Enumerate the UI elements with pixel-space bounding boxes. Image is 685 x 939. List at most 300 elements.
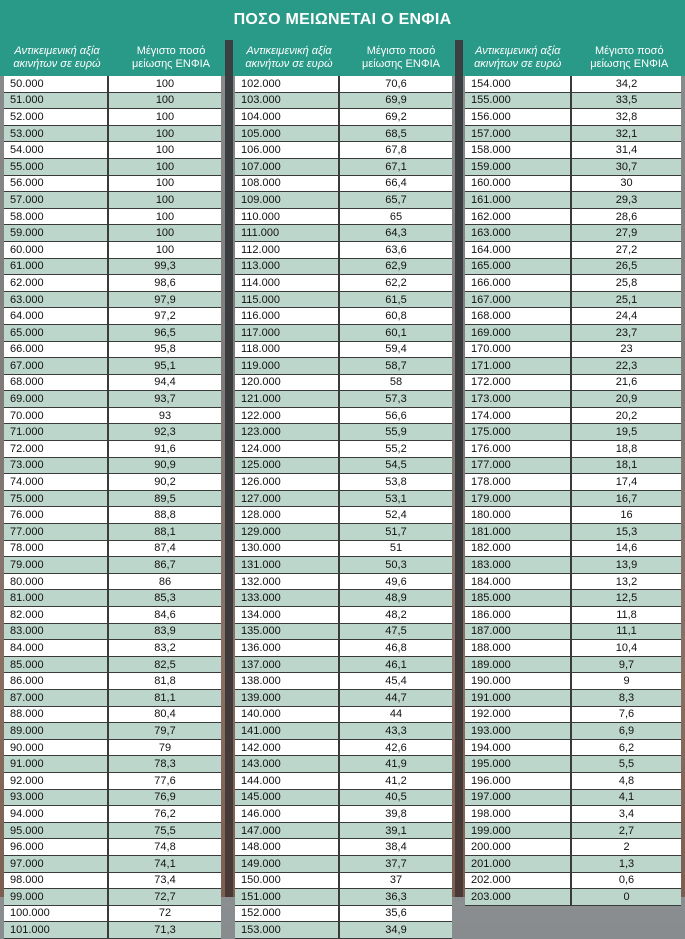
property-value-cell: 75.000 (4, 490, 108, 507)
property-value-cell: 59.000 (4, 225, 108, 242)
max-reduction-cell: 50,3 (339, 557, 452, 574)
property-value-cell: 138.000 (235, 673, 339, 690)
property-value-cell: 81.000 (4, 590, 108, 607)
property-value-cell: 142.000 (235, 739, 339, 756)
property-value-cell: 104.000 (235, 109, 339, 126)
table-row (235, 308, 452, 325)
header-value-label: Αντικειμενική αξία ακινήτων σε ευρώ (0, 40, 114, 76)
max-reduction-cell: 100 (108, 142, 221, 159)
property-value-cell: 116.000 (235, 308, 339, 325)
table-row (4, 374, 221, 391)
max-reduction-cell: 5,5 (571, 756, 681, 773)
max-reduction-cell: 65,7 (339, 192, 452, 209)
max-reduction-cell: 76,9 (108, 789, 221, 806)
table-row (235, 623, 452, 640)
property-value-cell: 157.000 (465, 125, 571, 142)
property-value-cell: 114.000 (235, 275, 339, 292)
property-value-cell: 182.000 (465, 540, 571, 557)
property-value-cell: 64.000 (4, 308, 108, 325)
property-value-cell: 113.000 (235, 258, 339, 275)
table-row (465, 723, 681, 740)
table-row (235, 739, 452, 756)
max-reduction-cell: 48,2 (339, 607, 452, 624)
max-reduction-cell: 62,9 (339, 258, 452, 275)
max-reduction-cell: 4,1 (571, 789, 681, 806)
column-header-2 (233, 40, 457, 76)
max-reduction-cell: 67,1 (339, 158, 452, 175)
max-reduction-cell: 59,4 (339, 341, 452, 358)
max-reduction-cell: 23 (571, 341, 681, 358)
table-row (4, 706, 221, 723)
property-value-cell: 126.000 (235, 474, 339, 491)
property-value-cell: 139.000 (235, 689, 339, 706)
max-reduction-cell: 100 (108, 192, 221, 209)
max-reduction-cell: 18,1 (571, 457, 681, 474)
property-value-cell: 168.000 (465, 308, 571, 325)
table-row (235, 208, 452, 225)
property-value-cell: 200.000 (465, 839, 571, 856)
property-value-cell: 172.000 (465, 374, 571, 391)
max-reduction-cell: 0,6 (571, 872, 681, 889)
max-reduction-cell: 9,7 (571, 656, 681, 673)
table-row (235, 905, 452, 922)
table-row (235, 92, 452, 109)
max-reduction-cell: 34,2 (571, 76, 681, 92)
max-reduction-cell: 28,6 (571, 208, 681, 225)
table-row (235, 241, 452, 258)
table-row (465, 789, 681, 806)
table-row (465, 872, 681, 889)
property-value-cell: 110.000 (235, 208, 339, 225)
property-value-cell: 115.000 (235, 291, 339, 308)
table-row (4, 125, 221, 142)
table-row (465, 507, 681, 524)
max-reduction-cell: 48,9 (339, 590, 452, 607)
max-reduction-cell: 27,2 (571, 241, 681, 258)
max-reduction-cell: 99,3 (108, 258, 221, 275)
max-reduction-cell: 93,7 (108, 391, 221, 408)
max-reduction-cell: 11,8 (571, 607, 681, 624)
property-value-cell: 134.000 (235, 607, 339, 624)
property-value-cell: 155.000 (465, 92, 571, 109)
table-row (4, 656, 221, 673)
max-reduction-cell: 88,8 (108, 507, 221, 524)
property-value-cell: 147.000 (235, 822, 339, 839)
table-row (465, 772, 681, 789)
table-row (4, 673, 221, 690)
max-reduction-cell: 55,2 (339, 441, 452, 458)
table-row (465, 623, 681, 640)
table-row (4, 441, 221, 458)
max-reduction-cell: 0 (571, 889, 681, 906)
table-row (235, 590, 452, 607)
table-row (465, 839, 681, 856)
table-row (4, 208, 221, 225)
property-value-cell: 201.000 (465, 855, 571, 872)
max-reduction-cell: 36,3 (339, 889, 452, 906)
table-row (4, 806, 221, 823)
property-value-cell: 84.000 (4, 640, 108, 657)
max-reduction-cell: 51,7 (339, 524, 452, 541)
property-value-cell: 96.000 (4, 839, 108, 856)
table-row (465, 607, 681, 624)
max-reduction-cell: 60,1 (339, 324, 452, 341)
property-value-cell: 73.000 (4, 457, 108, 474)
table-row (4, 175, 221, 192)
table-row (235, 374, 452, 391)
header-max-label: Μέγιστο ποσό μείωσης ΕΝΦΙΑ (574, 40, 685, 76)
table-row (465, 158, 681, 175)
property-value-cell: 119.000 (235, 358, 339, 375)
table-row (235, 324, 452, 341)
max-reduction-cell: 86 (108, 573, 221, 590)
max-reduction-cell: 30,7 (571, 158, 681, 175)
max-reduction-cell: 100 (108, 175, 221, 192)
table-row (235, 872, 452, 889)
table-row (4, 109, 221, 126)
max-reduction-cell: 68,5 (339, 125, 452, 142)
property-value-cell: 185.000 (465, 590, 571, 607)
property-value-cell: 183.000 (465, 557, 571, 574)
property-value-cell: 78.000 (4, 540, 108, 557)
property-value-cell: 194.000 (465, 739, 571, 756)
column-header-3 (462, 40, 685, 76)
property-value-cell: 181.000 (465, 524, 571, 541)
table-row (465, 92, 681, 109)
table-row (465, 640, 681, 657)
max-reduction-cell: 79 (108, 739, 221, 756)
property-value-cell: 70.000 (4, 407, 108, 424)
table-row (465, 457, 681, 474)
table-row (4, 640, 221, 657)
max-reduction-cell: 90,2 (108, 474, 221, 491)
max-reduction-cell: 100 (108, 241, 221, 258)
property-value-cell: 198.000 (465, 806, 571, 823)
table-row (235, 441, 452, 458)
max-reduction-cell: 37 (339, 872, 452, 889)
table-row (4, 822, 221, 839)
max-reduction-cell: 92,3 (108, 424, 221, 441)
header-max-label: Μέγιστο ποσό μείωσης ΕΝΦΙΑ (114, 40, 228, 76)
property-value-cell: 186.000 (465, 607, 571, 624)
max-reduction-cell: 89,5 (108, 490, 221, 507)
max-reduction-cell: 39,1 (339, 822, 452, 839)
table-row (465, 208, 681, 225)
table-row (4, 557, 221, 574)
max-reduction-cell: 33,5 (571, 92, 681, 109)
property-value-cell: 57.000 (4, 192, 108, 209)
table-row (465, 391, 681, 408)
column-header-1 (0, 40, 228, 76)
property-value-cell: 51.000 (4, 92, 108, 109)
max-reduction-cell: 93 (108, 407, 221, 424)
column-divider (225, 40, 233, 897)
property-value-cell: 53.000 (4, 125, 108, 142)
table-row (235, 806, 452, 823)
max-reduction-cell: 44 (339, 706, 452, 723)
table-row (235, 540, 452, 557)
property-value-cell: 160.000 (465, 175, 571, 192)
property-value-cell: 140.000 (235, 706, 339, 723)
table-row (235, 573, 452, 590)
max-reduction-cell: 100 (108, 208, 221, 225)
column-divider (455, 40, 463, 897)
table-row (4, 789, 221, 806)
property-value-cell: 178.000 (465, 474, 571, 491)
max-reduction-cell: 42,6 (339, 739, 452, 756)
property-value-cell: 65.000 (4, 324, 108, 341)
max-reduction-cell: 35,6 (339, 905, 452, 922)
table-row (235, 341, 452, 358)
max-reduction-cell: 14,6 (571, 540, 681, 557)
max-reduction-cell: 100 (108, 158, 221, 175)
max-reduction-cell: 6,9 (571, 723, 681, 740)
property-value-cell: 121.000 (235, 391, 339, 408)
max-reduction-cell: 81,1 (108, 689, 221, 706)
max-reduction-cell: 61,5 (339, 291, 452, 308)
max-reduction-cell: 39,8 (339, 806, 452, 823)
max-reduction-cell: 47,5 (339, 623, 452, 640)
property-value-cell: 91.000 (4, 756, 108, 773)
table-row (235, 490, 452, 507)
property-value-cell: 63.000 (4, 291, 108, 308)
table-row (465, 374, 681, 391)
table-row (465, 441, 681, 458)
table-row (235, 358, 452, 375)
property-value-cell: 175.000 (465, 424, 571, 441)
max-reduction-cell: 17,4 (571, 474, 681, 491)
table-row (465, 324, 681, 341)
max-reduction-cell: 67,8 (339, 142, 452, 159)
property-value-cell: 136.000 (235, 640, 339, 657)
table-row (465, 225, 681, 242)
table-row (4, 474, 221, 491)
max-reduction-cell: 41,9 (339, 756, 452, 773)
property-value-cell: 109.000 (235, 192, 339, 209)
property-value-cell: 190.000 (465, 673, 571, 690)
table-row (4, 358, 221, 375)
table-row (465, 424, 681, 441)
property-value-cell: 171.000 (465, 358, 571, 375)
max-reduction-cell: 29,3 (571, 192, 681, 209)
table-row (4, 258, 221, 275)
max-reduction-cell: 98,6 (108, 275, 221, 292)
max-reduction-cell: 81,8 (108, 673, 221, 690)
max-reduction-cell: 8,3 (571, 689, 681, 706)
table-row (235, 689, 452, 706)
max-reduction-cell: 56,6 (339, 407, 452, 424)
max-reduction-cell: 31,4 (571, 142, 681, 159)
max-reduction-cell: 55,9 (339, 424, 452, 441)
max-reduction-cell: 72 (108, 905, 221, 922)
property-value-cell: 179.000 (465, 490, 571, 507)
property-value-cell: 71.000 (4, 424, 108, 441)
max-reduction-cell: 7,6 (571, 706, 681, 723)
property-value-cell: 66.000 (4, 341, 108, 358)
property-value-cell: 154.000 (465, 76, 571, 92)
property-value-cell: 131.000 (235, 557, 339, 574)
table-row (235, 524, 452, 541)
property-value-cell: 77.000 (4, 524, 108, 541)
max-reduction-cell: 4,8 (571, 772, 681, 789)
table-row (235, 275, 452, 292)
property-value-cell: 146.000 (235, 806, 339, 823)
table-row (465, 822, 681, 839)
property-value-cell: 79.000 (4, 557, 108, 574)
table-row (235, 723, 452, 740)
table-row (465, 341, 681, 358)
property-value-cell: 173.000 (465, 391, 571, 408)
table-row (4, 922, 221, 939)
max-reduction-cell: 27,9 (571, 225, 681, 242)
max-reduction-cell: 84,6 (108, 607, 221, 624)
property-value-cell: 117.000 (235, 324, 339, 341)
enfia-table-part-1 (4, 76, 221, 939)
table-row (465, 258, 681, 275)
property-value-cell: 141.000 (235, 723, 339, 740)
property-value-cell: 125.000 (235, 457, 339, 474)
property-value-cell: 167.000 (465, 291, 571, 308)
table-row (4, 424, 221, 441)
max-reduction-cell: 3,4 (571, 806, 681, 823)
property-value-cell: 108.000 (235, 175, 339, 192)
table-row (235, 706, 452, 723)
property-value-cell: 135.000 (235, 623, 339, 640)
property-value-cell: 120.000 (235, 374, 339, 391)
table-row (4, 623, 221, 640)
table-row (235, 507, 452, 524)
table-row (4, 905, 221, 922)
property-value-cell: 52.000 (4, 109, 108, 126)
max-reduction-cell: 25,1 (571, 291, 681, 308)
max-reduction-cell: 23,7 (571, 324, 681, 341)
max-reduction-cell: 40,5 (339, 789, 452, 806)
table-row (235, 607, 452, 624)
max-reduction-cell: 79,7 (108, 723, 221, 740)
property-value-cell: 196.000 (465, 772, 571, 789)
table-row (235, 192, 452, 209)
max-reduction-cell: 12,5 (571, 590, 681, 607)
max-reduction-cell: 10,4 (571, 640, 681, 657)
property-value-cell: 88.000 (4, 706, 108, 723)
table-row (235, 673, 452, 690)
max-reduction-cell: 21,6 (571, 374, 681, 391)
max-reduction-cell: 20,9 (571, 391, 681, 408)
table-row (4, 324, 221, 341)
max-reduction-cell: 72,7 (108, 889, 221, 906)
property-value-cell: 89.000 (4, 723, 108, 740)
max-reduction-cell: 64,3 (339, 225, 452, 242)
table-row (465, 573, 681, 590)
table-row (4, 341, 221, 358)
table-row (465, 175, 681, 192)
table-row (4, 872, 221, 889)
table-row (465, 407, 681, 424)
property-value-cell: 103.000 (235, 92, 339, 109)
property-value-cell: 151.000 (235, 889, 339, 906)
table-row (235, 457, 452, 474)
max-reduction-cell: 16,7 (571, 490, 681, 507)
table-row (465, 241, 681, 258)
max-reduction-cell: 22,3 (571, 358, 681, 375)
property-value-cell: 184.000 (465, 573, 571, 590)
property-value-cell: 156.000 (465, 109, 571, 126)
max-reduction-cell: 51 (339, 540, 452, 557)
max-reduction-cell: 69,2 (339, 109, 452, 126)
table-row (465, 524, 681, 541)
table-row (4, 142, 221, 159)
table-row (4, 756, 221, 773)
property-value-cell: 72.000 (4, 441, 108, 458)
property-value-cell: 56.000 (4, 175, 108, 192)
max-reduction-cell: 83,2 (108, 640, 221, 657)
max-reduction-cell: 69,9 (339, 92, 452, 109)
max-reduction-cell: 15,3 (571, 524, 681, 541)
property-value-cell: 165.000 (465, 258, 571, 275)
table-row (465, 291, 681, 308)
table-row (465, 756, 681, 773)
property-value-cell: 118.000 (235, 341, 339, 358)
property-value-cell: 161.000 (465, 192, 571, 209)
table-row (465, 275, 681, 292)
page-title: ΠΟΣΟ ΜΕΙΩΝΕΤΑΙ Ο ΕΝΦΙΑ (0, 0, 685, 40)
table-row (465, 590, 681, 607)
table-row (465, 806, 681, 823)
table-row (235, 125, 452, 142)
property-value-cell: 166.000 (465, 275, 571, 292)
table-row (4, 855, 221, 872)
property-value-cell: 177.000 (465, 457, 571, 474)
property-value-cell: 148.000 (235, 839, 339, 856)
property-value-cell: 68.000 (4, 374, 108, 391)
property-value-cell: 86.000 (4, 673, 108, 690)
max-reduction-cell: 100 (108, 109, 221, 126)
max-reduction-cell: 80,4 (108, 706, 221, 723)
table-row (235, 407, 452, 424)
max-reduction-cell: 66,4 (339, 175, 452, 192)
max-reduction-cell: 30 (571, 175, 681, 192)
property-value-cell: 80.000 (4, 573, 108, 590)
table-row (235, 175, 452, 192)
max-reduction-cell: 100 (108, 92, 221, 109)
table-row (465, 308, 681, 325)
property-value-cell: 76.000 (4, 507, 108, 524)
table-row (235, 640, 452, 657)
max-reduction-cell: 54,5 (339, 457, 452, 474)
table-row (4, 524, 221, 541)
property-value-cell: 130.000 (235, 540, 339, 557)
max-reduction-cell: 71,3 (108, 922, 221, 939)
property-value-cell: 122.000 (235, 407, 339, 424)
table-row (4, 275, 221, 292)
max-reduction-cell: 100 (108, 225, 221, 242)
property-value-cell: 62.000 (4, 275, 108, 292)
property-value-cell: 152.000 (235, 905, 339, 922)
table-row (465, 358, 681, 375)
table-row (465, 490, 681, 507)
table-row (4, 92, 221, 109)
max-reduction-cell: 97,9 (108, 291, 221, 308)
table-row (235, 76, 452, 92)
max-reduction-cell: 9 (571, 673, 681, 690)
table-row (465, 540, 681, 557)
max-reduction-cell: 77,6 (108, 772, 221, 789)
max-reduction-cell: 16 (571, 507, 681, 524)
table-row (235, 855, 452, 872)
property-value-cell: 195.000 (465, 756, 571, 773)
max-reduction-cell: 46,1 (339, 656, 452, 673)
max-reduction-cell: 32,8 (571, 109, 681, 126)
